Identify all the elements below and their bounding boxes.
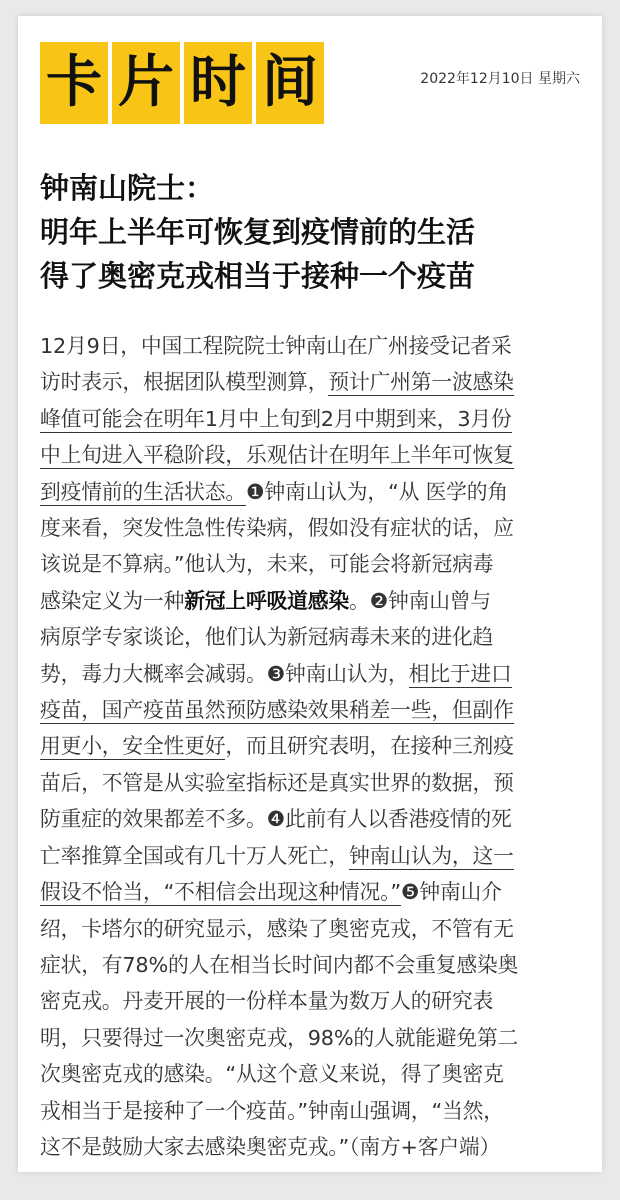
logo-tile: 片 [112, 42, 180, 124]
body-text: ，而且研究表明，在接种三剂疫 [225, 734, 514, 759]
body-line [40, 801, 580, 837]
body-text: 。❷钟南山曾与 [348, 588, 491, 613]
underlined-text: 相比于进口 [408, 661, 512, 686]
body-line [40, 728, 580, 764]
body-text: 症状，有78%的人在相当长时间内都不会重复感染奥 [40, 952, 519, 977]
body-text: 势，毒力大概率会减弱。❸钟南山认为， [40, 661, 409, 686]
date-label: 2022年12月10日 星期六 [420, 71, 580, 87]
underlined-text: 中上旬进入平稳阶段，乐观估计在明年上半年可恢复 [40, 443, 514, 468]
underlined-text: 峰值可能会在明年1月中上旬到2月中期到来，3月份 [40, 406, 512, 431]
underlined-text: 用更小，安全性更好 [40, 734, 226, 759]
body-line [40, 911, 580, 947]
body-text: 明，只要得过一次奥密克戎，98%的人就能避免第二 [40, 1025, 519, 1050]
body-text: 访时表示，根据团队模型测算， [40, 370, 329, 395]
body-line [40, 619, 580, 655]
body-text: 该说是不算病。”他认为，未来，可能会将新冠病毒 [40, 552, 494, 577]
body-line [40, 838, 580, 874]
body-line [40, 583, 580, 619]
body-line [40, 656, 580, 692]
body-line [40, 328, 580, 364]
body-line [40, 983, 580, 1019]
body-line [40, 947, 580, 983]
logo-tile: 间 [256, 42, 324, 124]
body-line [40, 364, 580, 400]
title-line: 得了奥密克戎相当于接种一个疫苗 [40, 259, 476, 293]
article-card [18, 16, 602, 1172]
body-line [40, 765, 580, 801]
underlined-text: 假设不恰当，“不相信会出现这种情况。” [40, 880, 401, 905]
body-line [40, 474, 580, 510]
bold-text: 新冠上呼吸道感染 [184, 588, 349, 613]
body-text: 戎相当于是接种了一个疫苗。”钟南山强调，“当然， [40, 1098, 504, 1123]
body-line [40, 1093, 580, 1129]
underlined-text: 到疫情前的生活状态。 [40, 479, 246, 504]
card-header [40, 42, 580, 124]
body-text: ❺钟南山介 [400, 880, 502, 905]
body-line [40, 692, 580, 728]
article-title [40, 166, 580, 298]
body-text: 苗后，不管是从实验室指标还是真实世界的数据，预 [40, 770, 514, 795]
body-line [40, 401, 580, 437]
body-line [40, 546, 580, 582]
body-text: 病原学专家谈论，他们认为新冠病毒未来的进化趋 [40, 625, 494, 650]
body-text: 感染定义为一种 [40, 588, 185, 613]
logo-tile: 卡 [40, 42, 108, 124]
body-line [40, 1129, 580, 1165]
underlined-text: 疫苗，国产疫苗虽然预防感染效果稍差一些，但副作 [40, 698, 514, 723]
body-text: 密克戎。丹麦开展的一份样本量为数万人的研究表 [40, 989, 494, 1014]
body-text: 绍，卡塔尔的研究显示，感染了奥密克戎，不管有无 [40, 916, 514, 941]
underlined-text: 预计广州第一波感染 [328, 370, 514, 395]
body-line [40, 1020, 580, 1056]
underlined-text: 钟南山认为，这一 [348, 843, 514, 868]
body-text: 次奥密克戎的感染。“从这个意义来说，得了奥密克 [40, 1062, 504, 1087]
body-line [40, 1056, 580, 1092]
body-line [40, 437, 580, 473]
body-text: 度来看，突发性急性传染病，假如没有症状的话，应 [40, 516, 514, 541]
body-text: ❶钟南山认为，“从 医学的角 [245, 479, 508, 504]
logo-tile: 时 [184, 42, 252, 124]
body-text: 亡率推算全国或有几十万人死亡， [40, 843, 349, 868]
body-text: 防重症的效果都差不多。❹此前有人以香港疫情的死 [40, 807, 512, 832]
logo [40, 42, 328, 124]
title-line: 明年上半年可恢复到疫情前的生活 [40, 215, 476, 249]
body-line [40, 510, 580, 546]
body-text: 12月9日，中国工程院院士钟南山在广州接受记者采 [40, 334, 512, 358]
article-body [40, 328, 580, 1165]
body-text: 这不是鼓励大家去感染奥密克戎。”（南方+客户端） [40, 1134, 501, 1159]
body-line [40, 874, 580, 910]
title-line: 钟南山院士： [40, 171, 215, 205]
